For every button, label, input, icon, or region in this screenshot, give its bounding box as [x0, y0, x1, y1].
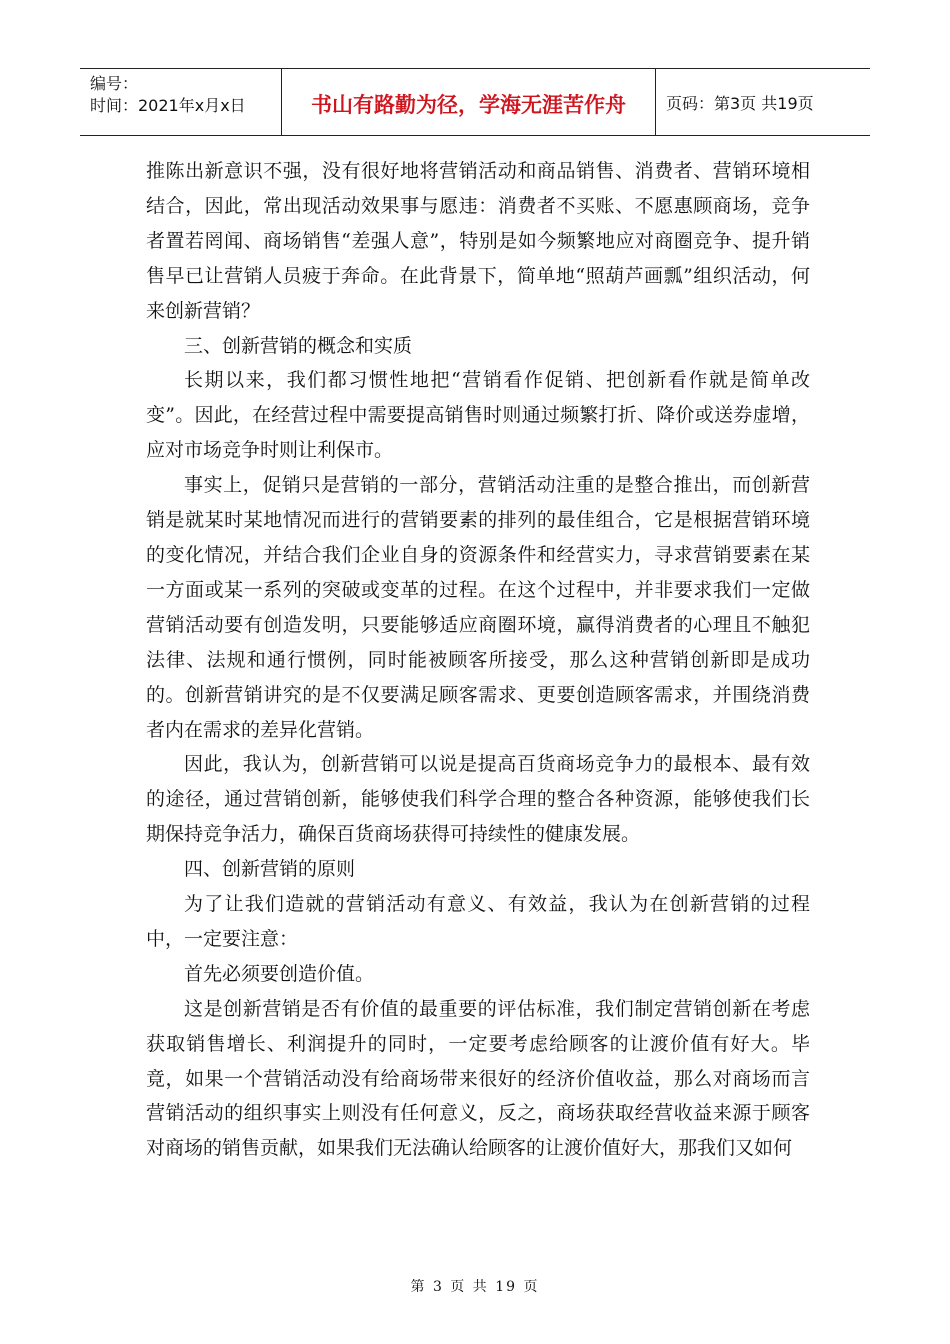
paragraph: 首先必须要创造价值。	[184, 962, 375, 985]
paragraph: 事实上，促销只是营销的一部分，营销活动注重的是整合推出，而创新营销是就某时某地情况而进行的营销要素的排列的最佳组合，它是根据营销环境的变化情况，并结合我们企业自身的资源条件和经营实力，寻求营销要素在某一方面或某一系列的突破或变革的过程。在这个过程中，并非要求我们一定做营销活动要有创造发明，只要能够适应商圈环境，赢得消费者的心理且不触犯法律、法规和通行惯例，同时能被顾客所接受，那么这种营销创新即是成功的。创新营销讲究的是不仅要满足顾客需求、更要创造顾客需求，并围绕消费者内在需求的差异化营销。	[146, 474, 810, 741]
document-number-label: 编号：	[90, 74, 139, 93]
paragraph: 这是创新营销是否有价值的最重要的评估标准，我们制定营销创新在考虑获取销售增长、利润提升的同时，一定要考虑给顾客的让渡价值有好大。毕竟，如果一个营销活动没有给商场带来很好的经济价值收益，那么对商场而言营销活动的组织事实上则没有任何意义，反之，商场获取经营收益来源于顾客对商场的销售贡献，如果我们无法确认给顾客的让渡价值好大，那我们又如何	[146, 997, 810, 1160]
section-heading-3: 三、创新营销的概念和实质	[184, 334, 413, 357]
paragraph: 为了让我们造就的营销活动有意义、有效益，我认为在创新营销的过程中，一定要注意：	[146, 893, 810, 950]
paragraph: 长期以来，我们都习惯性地把“营销看作促销、把创新看作就是简单改变”。因此，在经营过程中需要提高销售时则通过频繁打折、降价或送券虚增，应对市场竞争时则让利保市。	[146, 369, 810, 462]
page-header	[80, 68, 870, 136]
header-motto: 书山有路勤为径，学海无涯苦作舟	[282, 69, 656, 135]
section-heading-4: 四、创新营销的原则	[184, 858, 356, 881]
paragraph-continuation: 推陈出新意识不强，没有很好地将营销活动和商品销售、消费者、营销环境相结合，因此，常出现活动效果事与愿违：消费者不买账、不愿惠顾商场，竞争者置若罔闻、商场销售“差强人意”，特别是如今频繁地应对商圈竞争、提升销售早已让营销人员疲于奔命。在此背景下，简单地“照葫芦画瓢”组织活动，何来创新营销？	[146, 160, 810, 322]
header-page-info: 页码：第3页 共19页	[666, 93, 814, 113]
paragraph: 因此，我认为，创新营销可以说是提高百货商场竞争力的最根本、最有效的途径，通过营销创新，能够使我们科学合理的整合各种资源，能够使我们长期保持竞争活力，确保百货商场获得可持续性的健康发展。	[146, 753, 810, 846]
document-body	[146, 154, 810, 1166]
document-date: 时间：2021年x月x日	[90, 96, 246, 115]
header-meta	[80, 69, 282, 135]
page-footer: 第 3 页 共 19 页	[410, 1279, 540, 1295]
